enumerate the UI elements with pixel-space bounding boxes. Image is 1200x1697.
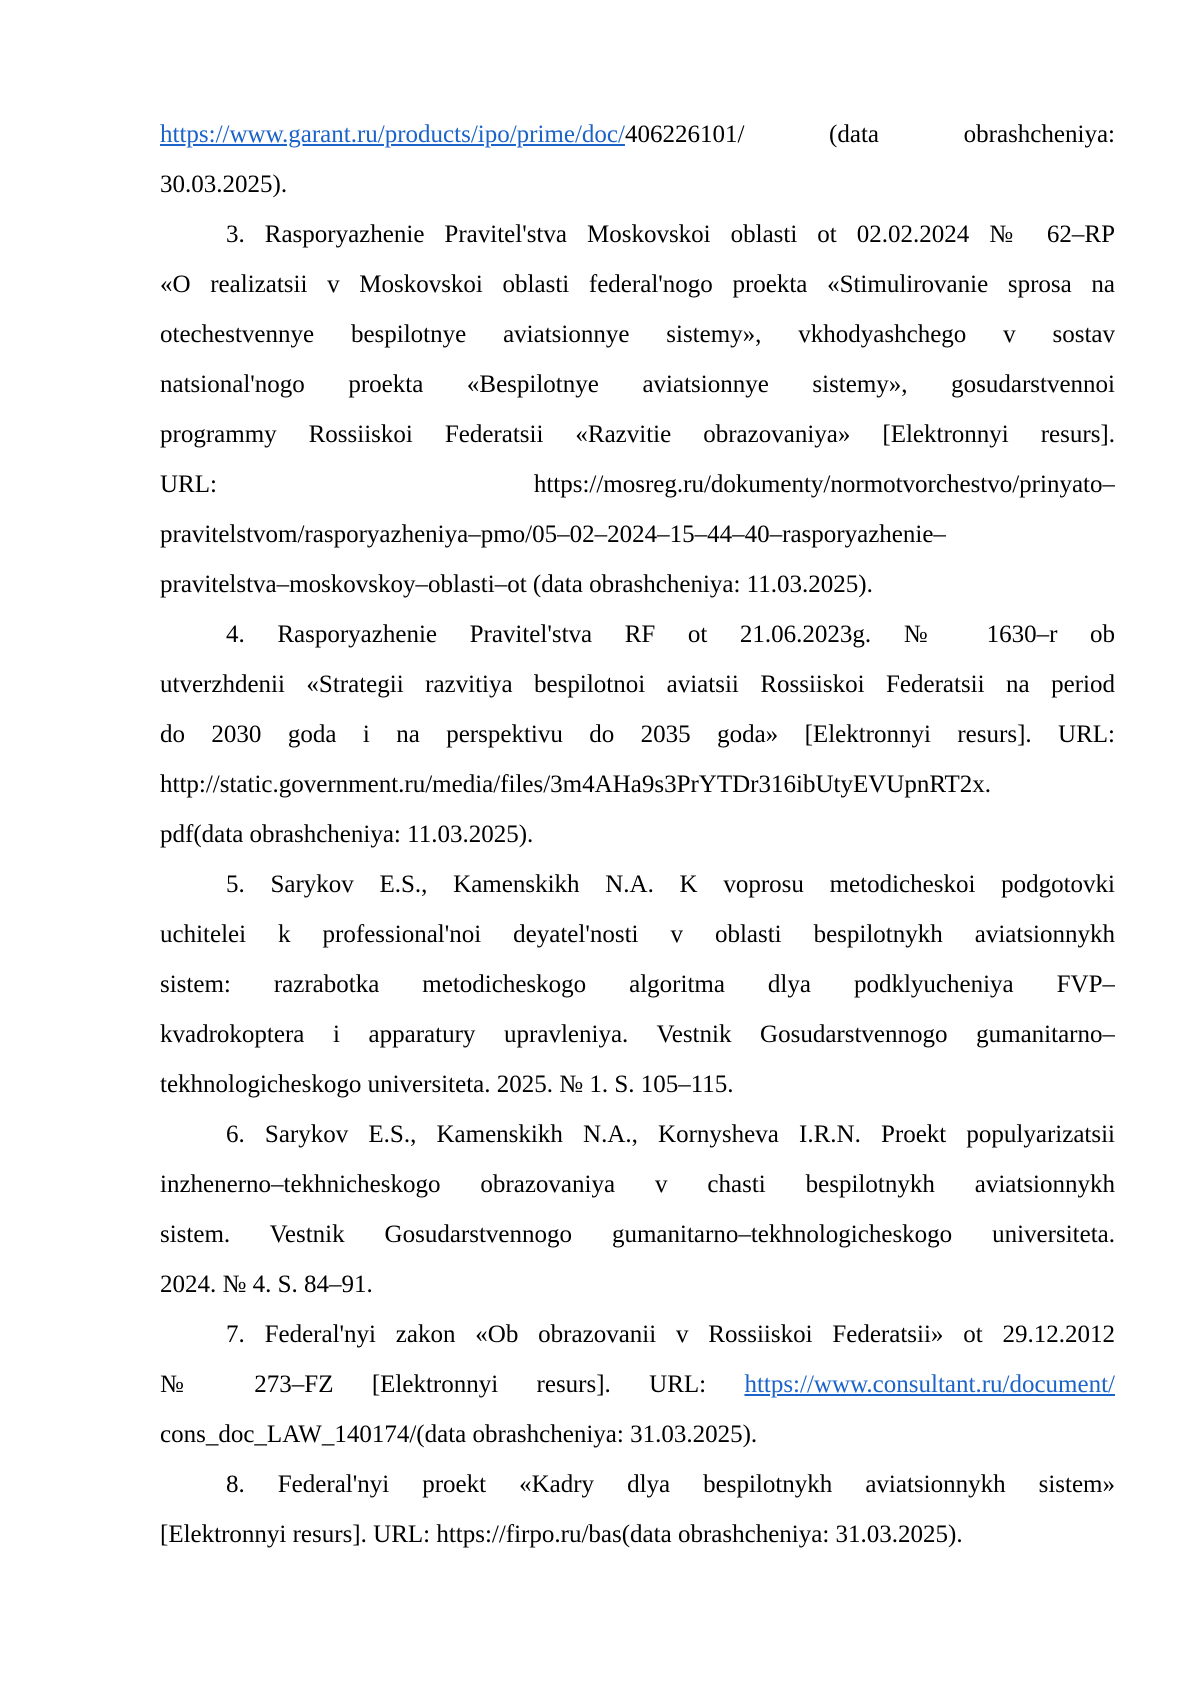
text-segment: «O realizatsii v Moskovskoi oblasti federal'nogo proekta «Stimulirovanie sprosa na	[160, 271, 1115, 298]
text-segment: 2024. № 4. S. 84–91.	[160, 1271, 373, 1298]
text-line	[160, 1260, 1115, 1310]
reference-6	[160, 1110, 1115, 1310]
text-line	[160, 760, 1115, 810]
text-line	[160, 560, 1115, 610]
text-line	[160, 260, 1115, 310]
text-line	[160, 1460, 1115, 1510]
text-segment: natsional'nogo proekta «Bespilotnye aviatsionnye sistemy», gosudarstvennoi	[160, 371, 1115, 398]
text-line	[160, 1010, 1115, 1060]
text-line	[160, 860, 1115, 910]
text-line	[160, 1310, 1115, 1360]
text-line	[160, 1110, 1115, 1160]
text-segment: 3. Rasporyazhenie Pravitel'stva Moskovskoi oblasti ot 02.02.2024 № 62–RP	[226, 221, 1115, 248]
text-line	[160, 1160, 1115, 1210]
text-line	[160, 710, 1115, 760]
text-segment: utverzhdenii «Strategii razvitiya bespilotnoi aviatsii Rossiiskoi Federatsii na period	[160, 671, 1115, 698]
hyperlink[interactable]: https://www.consultant.ru/document/	[744, 1371, 1115, 1398]
text-segment: uchitelei k professional'noi deyatel'nosti v oblasti bespilotnykh aviatsionnykh	[160, 921, 1115, 948]
text-segment: cons_doc_LAW_140174/(data obrashcheniya: 31.03.2025).	[160, 1421, 758, 1448]
reference-7	[160, 1310, 1115, 1460]
reference-8	[160, 1460, 1115, 1560]
reference-3	[160, 210, 1115, 610]
text-segment: do 2030 goda i na perspektivu do 2035 goda» [Elektronnyi resurs]. URL:	[160, 721, 1115, 748]
text-segment: 406226101/ (data obrashcheniya:	[624, 121, 1115, 148]
text-line	[160, 310, 1115, 360]
text-line	[160, 1060, 1115, 1110]
text-line	[160, 810, 1115, 860]
text-line	[160, 960, 1115, 1010]
text-line	[160, 1510, 1115, 1560]
text-segment: otechestvennye bespilotnye aviatsionnye sistemy», vkhodyashchego v sostav	[160, 321, 1115, 348]
text-segment: [Elektronnyi resurs]. URL: https://firpo.ru/bas(data obrashcheniya: 31.03.2025).	[160, 1521, 963, 1548]
text-line	[160, 160, 1115, 210]
text-line	[160, 910, 1115, 960]
text-segment: 7. Federal'nyi zakon «Ob obrazovanii v Rossiiskoi Federatsii» ot 29.12.2012	[226, 1321, 1115, 1348]
text-line	[160, 360, 1115, 410]
text-segment: sistem. Vestnik Gosudarstvennogo gumanitarno–tekhnologicheskogo universiteta.	[160, 1221, 1115, 1248]
text-line	[160, 1410, 1115, 1460]
text-segment: pravitelstva–moskovskoy–oblasti–ot (data obrashcheniya: 11.03.2025).	[160, 571, 873, 598]
document-body	[160, 110, 1115, 1560]
text-line	[160, 210, 1115, 260]
text-line	[160, 510, 1115, 560]
text-line	[160, 660, 1115, 710]
text-line	[160, 610, 1115, 660]
text-line	[160, 110, 1115, 160]
text-segment: pravitelstvom/rasporyazheniya–pmo/05–02–2024–15–44–40–rasporyazhenie–	[160, 521, 946, 548]
text-line	[160, 1360, 1115, 1410]
text-segment: http://static.government.ru/media/files/3m4AHa9s3PrYTDr316ibUtyEVUpnRT2x.	[160, 771, 992, 798]
text-segment: sistem: razrabotka metodicheskogo algoritma dlya podklyucheniya FVP–	[160, 971, 1115, 998]
hyperlink[interactable]: https://www.garant.ru/products/ipo/prime/doc/	[160, 121, 625, 148]
text-line	[160, 410, 1115, 460]
text-segment: tekhnologicheskogo universiteta. 2025. № 1. S. 105–115.	[160, 1071, 734, 1098]
reference-5	[160, 860, 1115, 1110]
text-line	[160, 460, 1115, 510]
text-segment: URL: https://mosreg.ru/dokumenty/normotvorchestvo/prinyato–	[160, 471, 1115, 498]
text-segment: inzhenerno–tekhnicheskogo obrazovaniya v chasti bespilotnykh aviatsionnykh	[160, 1171, 1115, 1198]
text-segment: programmy Rossiiskoi Federatsii «Razvitie obrazovaniya» [Elektronnyi resurs].	[160, 421, 1115, 448]
text-segment: 8. Federal'nyi proekt «Kadry dlya bespilotnykh aviatsionnykh sistem»	[226, 1471, 1115, 1498]
text-line	[160, 1210, 1115, 1260]
text-segment: pdf(data obrashcheniya: 11.03.2025).	[160, 821, 534, 848]
text-segment: kvadrokoptera i apparatury upravleniya. Vestnik Gosudarstvennogo gumanitarno–	[160, 1021, 1115, 1048]
text-segment: 30.03.2025).	[160, 171, 288, 198]
reference-4	[160, 610, 1115, 860]
text-segment: 5. Sarykov E.S., Kamenskikh N.A. K voprosu metodicheskoi podgotovki	[226, 871, 1115, 898]
text-segment: 4. Rasporyazhenie Pravitel'stva RF ot 21.06.2023g. № 1630–r ob	[226, 621, 1115, 648]
reference-2-continuation	[160, 110, 1115, 210]
text-segment: № 273–FZ [Elektronnyi resurs]. URL:	[160, 1371, 745, 1398]
text-segment: 6. Sarykov E.S., Kamenskikh N.A., Kornysheva I.R.N. Proekt populyarizatsii	[226, 1121, 1115, 1148]
